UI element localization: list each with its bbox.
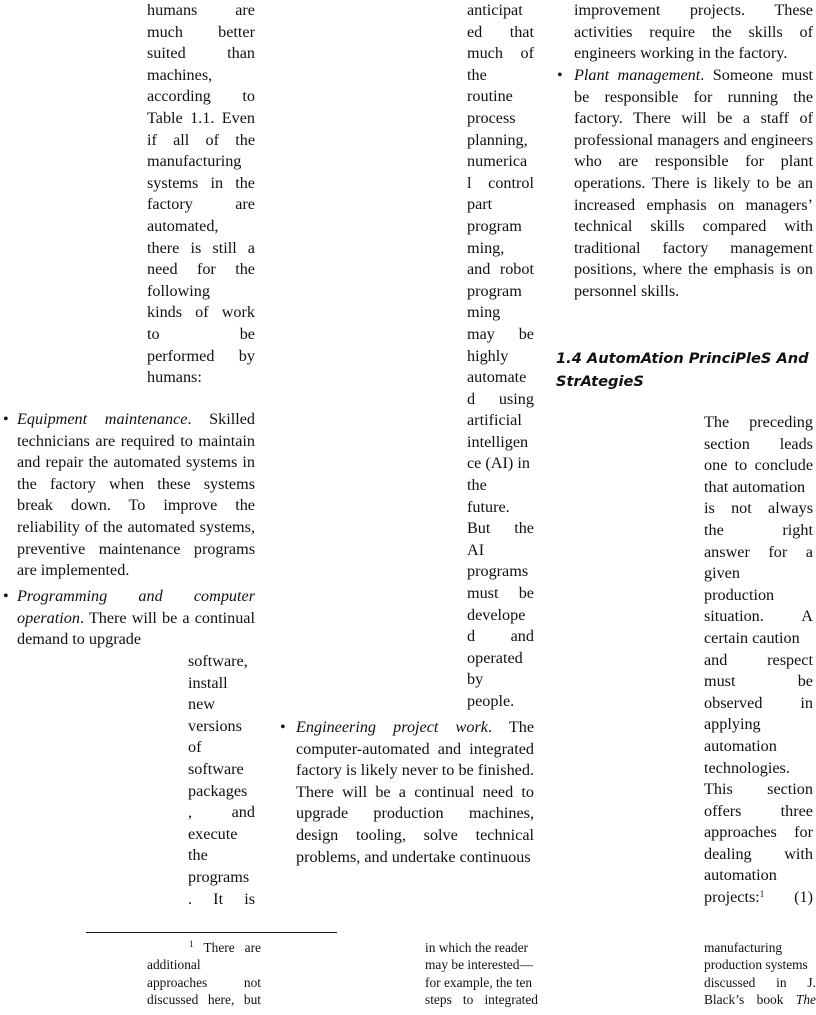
text-line: the (188, 846, 208, 865)
text-line: Table 1.1. Even (147, 108, 255, 127)
text-line: routine (467, 87, 513, 106)
bullet-icon: • (3, 410, 9, 428)
footnote-divider (86, 932, 337, 933)
footnote-reference[interactable]: 1 (759, 889, 765, 900)
text-line: humans are (147, 1, 255, 19)
text-line: much better (147, 22, 255, 41)
text-line: is not always (704, 499, 813, 518)
footnote-line: production systems (704, 957, 808, 973)
text-line: develope (467, 605, 526, 624)
footnote-line: Black’s book The (704, 991, 816, 1007)
text-line: highly (467, 346, 509, 365)
bullet-equipment-maintenance (0, 409, 256, 589)
text-line: need for the (147, 260, 255, 279)
text-fragment: projects: (704, 888, 760, 907)
text-line: if all of the (147, 130, 255, 149)
text-line: ming, (467, 238, 505, 257)
footnote-line: in which the reader (425, 940, 528, 955)
column3-top-text: improvement projects. These activities require the skills of engineers working in the factory. (574, 1, 813, 63)
text-line: given (704, 564, 740, 583)
text-line: manufacturing (147, 152, 242, 171)
text-line: by (467, 670, 484, 689)
column1-top-text (147, 0, 255, 389)
text-line: execute (188, 824, 238, 843)
text-line: programs (467, 562, 529, 581)
text-line: according to (147, 87, 255, 106)
text-line (704, 887, 813, 909)
text-line: install (188, 673, 228, 692)
text-line: numerica (467, 152, 528, 171)
text-line: automated, (147, 216, 219, 235)
text-line: factory are (147, 195, 255, 214)
text-line: l control (467, 173, 534, 192)
text-line: part (467, 195, 493, 214)
bullet-plant-management (557, 65, 813, 315)
bullet-text: . Someone must be responsible for running the factory. There will be a staff of professional managers and engineers who are responsible for plant operations. There is likely to be an increased emphasis on managers’ technical skills compared with traditional factory management positions, where the emphasis is on personnel skills. (574, 66, 813, 300)
text-line: and robot (467, 260, 534, 279)
text-line: new (188, 695, 215, 714)
text-line: artificial (467, 411, 522, 430)
text-line: of (188, 738, 202, 757)
text-line: dealing with (704, 844, 813, 863)
text-line: program (467, 281, 522, 300)
bullet-icon: • (557, 66, 563, 84)
footnote-line: may be interested— (425, 957, 533, 973)
text-line: certain caution (704, 628, 800, 647)
section-heading (556, 347, 809, 393)
text-line: This section (704, 780, 813, 799)
text-line: offers three (704, 801, 813, 820)
text-line: . It is (188, 889, 255, 908)
text-line: production (704, 585, 775, 604)
book-title: The (795, 991, 816, 1007)
text-line: may be (467, 324, 534, 343)
column1-narrow-text (188, 651, 255, 910)
text-line: suited than (147, 44, 255, 63)
text-line: ce (AI) in (467, 454, 530, 473)
bullet-icon: • (280, 718, 286, 736)
text-line: observed in (704, 693, 813, 712)
text-line: performed by (147, 346, 255, 365)
text-line: and respect (704, 650, 813, 669)
footnote-col1 (147, 939, 261, 1008)
text-line: much of (467, 44, 534, 63)
text-line: there is still a (147, 238, 255, 257)
text-line: planning, (467, 130, 528, 149)
text-line: software (188, 759, 244, 778)
text-line: systems in the (147, 173, 255, 192)
text-line: must be (704, 672, 813, 691)
text-line: applying (704, 715, 761, 734)
footnote-line: $^1$ There are (189, 939, 261, 955)
text-line: technologies. (704, 758, 790, 777)
text-line: programs (188, 867, 250, 886)
text-line: d using (467, 389, 534, 408)
text-line: to be (147, 324, 255, 343)
text-line: d and (467, 627, 534, 646)
footnote-line: discussed in J. (704, 974, 816, 990)
footnote-line: additional (147, 957, 201, 973)
text-line: section leads (704, 434, 813, 453)
text-line: humans: (147, 368, 202, 387)
text-line: operated (467, 648, 523, 667)
footnote-col3 (704, 939, 816, 1008)
text-line: intelligen (467, 432, 529, 451)
bullet-text: . Skilled technicians are required to maintain and repair the automated systems in the factory when these systems break down. To improve the reliability of the automated systems, preventive maintenance programs are implemented. (17, 410, 256, 580)
text-line: kinds of work (147, 303, 255, 322)
text-line: one to conclude (704, 456, 813, 475)
text-line: packages (188, 781, 248, 800)
text-line: approaches for (704, 823, 813, 842)
text-line: the (467, 65, 487, 84)
text-line: process (467, 108, 516, 127)
text-line: automation (704, 866, 777, 885)
bullet-text: . There will be a continual demand to upgrade (17, 608, 255, 649)
text-line: must be (467, 584, 534, 603)
bullet-title: Plant management (574, 66, 701, 84)
text-line: machines, (147, 65, 213, 84)
footnote-mark: 1 (189, 939, 194, 949)
footnote-line: approaches not (147, 974, 261, 990)
text-line: situation. A (704, 607, 813, 626)
text-line: following (147, 281, 210, 300)
bullet-title: Engineering project work (296, 718, 488, 736)
text-line: that automation (704, 477, 806, 496)
text-line: ed that (467, 22, 534, 41)
column3-narrow-text (704, 412, 813, 909)
bullet-icon: • (3, 587, 9, 605)
bullet-programming (0, 586, 256, 656)
text-line: anticipat (467, 1, 523, 19)
heading-line: 1.4 AutomAtion PrinciPleS And (556, 350, 809, 367)
text-line: versions (188, 716, 242, 735)
text-line: the (467, 476, 487, 495)
text-line: automate (467, 368, 527, 387)
text-line: program (467, 216, 522, 235)
text-line: software, (188, 652, 248, 670)
heading-line: StrAtegieS (556, 373, 644, 390)
text-line: people. (467, 692, 515, 710)
text-fragment: (1) (794, 888, 813, 907)
column2-narrow-text (467, 0, 534, 713)
bullet-text: . The computer-automated and integrated factory is likely never to be finished. There will be a continual need to upgrade production machines, design tooling, solve technical problems, and undertake continuous (296, 718, 534, 866)
bullet-engineering-project-work (280, 717, 535, 897)
footnote-line: manufacturing (704, 940, 783, 955)
bullet-title: Equipment maintenance (17, 410, 188, 428)
text-line: future. (467, 497, 510, 516)
footnote-col2 (425, 939, 538, 1008)
text-line: , and (188, 803, 255, 822)
footnote-line: discussed here, but (147, 991, 261, 1007)
footnote-line: for example, the ten (425, 974, 533, 990)
text-line: The preceding (704, 413, 813, 431)
text-line: automation (704, 736, 777, 755)
bullet-title: Programming and computer operation (17, 587, 255, 627)
text-line: answer for a (704, 542, 813, 561)
text-line: But the (467, 519, 534, 538)
text-line: ming (467, 303, 501, 322)
text-line: AI (467, 540, 485, 559)
footnote-line: steps to integrated (425, 991, 538, 1007)
text-line: the right (704, 520, 813, 539)
